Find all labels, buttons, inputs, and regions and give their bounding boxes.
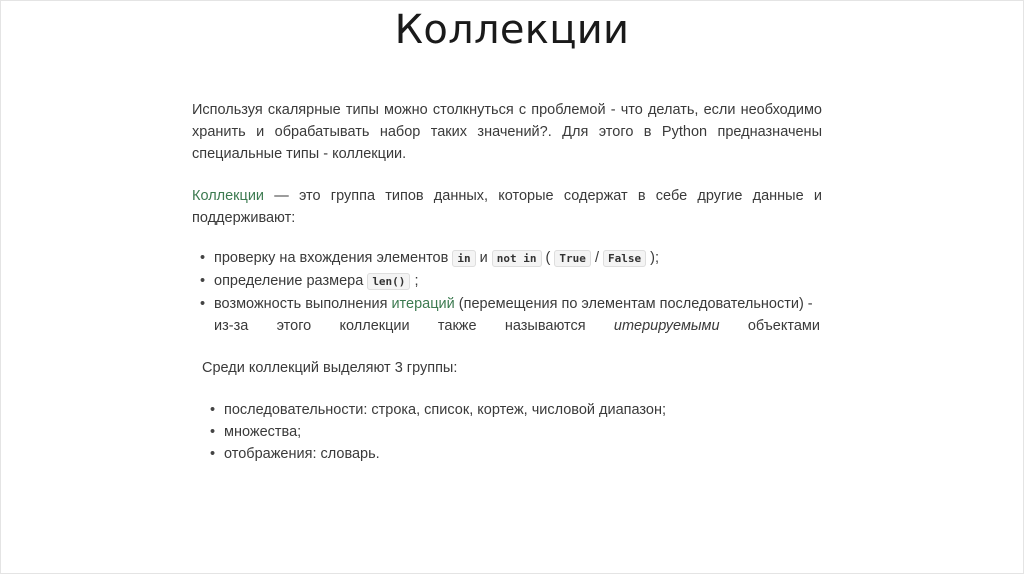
iterations-link[interactable]: итераций bbox=[391, 296, 455, 312]
slide-title: Коллекции bbox=[394, 7, 630, 53]
feature-text: и bbox=[475, 250, 492, 266]
iterable-term: итерируемыми bbox=[613, 318, 720, 334]
feature-text: проверку на вхождения элементов bbox=[214, 250, 453, 266]
feature-text: определение размера bbox=[214, 273, 368, 289]
spacer bbox=[192, 337, 822, 357]
code-in: in bbox=[452, 250, 475, 267]
groups-list bbox=[202, 399, 822, 465]
code-len: len() bbox=[367, 273, 410, 290]
feature-text: (перемещения по элементам последовательности) - bbox=[454, 296, 813, 312]
groups-intro: Среди коллекций выделяют 3 группы: bbox=[202, 360, 458, 376]
feature-text: объектами bbox=[719, 318, 820, 334]
definition-text: — это группа типов данных, которые содержат в себе другие данные и поддерживают: bbox=[192, 188, 822, 226]
slide-content bbox=[192, 99, 822, 465]
feature-continuation bbox=[192, 315, 820, 337]
code-true: True bbox=[554, 250, 591, 267]
features-list bbox=[192, 247, 822, 315]
list-item: • последовательности: строка, список, кортеж, числовой диапазон; bbox=[202, 399, 822, 421]
feature-text: возможность выполнения bbox=[214, 296, 392, 312]
list-item bbox=[192, 270, 822, 293]
list-item bbox=[192, 247, 822, 270]
spacer bbox=[192, 229, 822, 247]
list-item: • отображения: словарь. bbox=[202, 443, 822, 465]
feature-text: ( bbox=[541, 250, 555, 266]
groups-section bbox=[192, 357, 822, 465]
feature-text: ); bbox=[646, 250, 660, 266]
intro-paragraph: Используя скалярные типы можно столкнуться с проблемой - что делать, если необходимо хранить и обрабатывать набор таких значений?. Для этого в Python предназначены специальные типы - коллекции. bbox=[192, 102, 822, 162]
feature-text: / bbox=[590, 250, 604, 266]
feature-text: ; bbox=[410, 273, 419, 289]
list-item bbox=[192, 293, 822, 315]
definition-paragraph bbox=[192, 185, 822, 229]
spacer bbox=[192, 165, 822, 185]
spacer bbox=[202, 379, 822, 399]
code-not-in: not in bbox=[492, 250, 542, 267]
list-item: • множества; bbox=[202, 421, 822, 443]
collections-term: Коллекции bbox=[192, 188, 265, 204]
code-false: False bbox=[603, 250, 646, 267]
feature-text: из-за этого коллекции также называются bbox=[214, 318, 614, 334]
